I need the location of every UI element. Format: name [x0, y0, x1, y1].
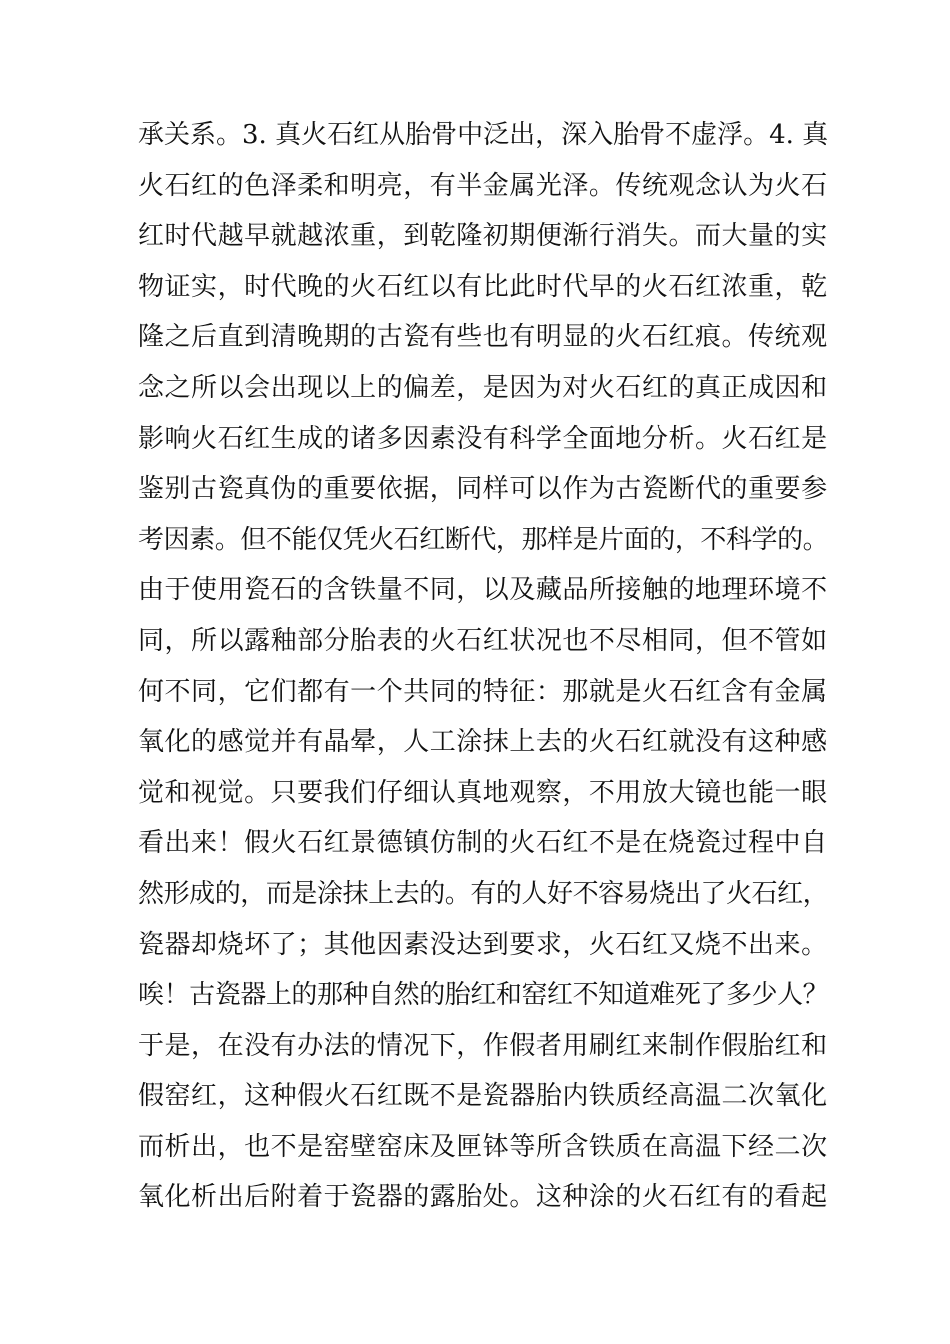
text-line: 念之所以会出现以上的偏差，是因为对火石红的真正成因和	[138, 372, 828, 403]
body-text	[138, 110, 828, 1223]
text-line: 影响火石红生成的诸多因素没有科学全面地分析。火石红是	[138, 423, 828, 454]
text-line: 于是，在没有办法的情况下，作假者用刷红来制作假胎红和	[138, 1030, 828, 1061]
text-line: 鉴别古瓷真伪的重要依据，同样可以作为古瓷断代的重要参	[138, 474, 828, 505]
text-line: 觉和视觉。只要我们仔细认真地观察，不用放大镜也能一眼	[138, 777, 828, 808]
text-line: 看出来！假火石红景德镇仿制的火石红不是在烧瓷过程中自	[138, 828, 828, 859]
text-line: 唉！古瓷器上的那种自然的胎红和窑红不知道难死了多少人？	[138, 980, 829, 1011]
text-line: 同，所以露釉部分胎表的火石红状况也不尽相同，但不管如	[138, 625, 828, 656]
text-line: 何不同，它们都有一个共同的特征：那就是火石红含有金属	[138, 676, 828, 707]
text-line: 火石红的色泽柔和明亮，有半金属光泽。传统观念认为火石	[138, 170, 828, 201]
text-line: 由于使用瓷石的含铁量不同，以及藏品所接触的地理环境不	[138, 575, 828, 606]
text-line: 红时代越早就越浓重，到乾隆初期便渐行消失。而大量的实	[138, 221, 828, 252]
text-line: 假窑红，这种假火石红既不是瓷器胎内铁质经高温二次氧化	[138, 1081, 828, 1112]
text-line: 氧化析出后附着于瓷器的露胎处。这种涂的火石红有的看起	[138, 1182, 828, 1213]
text-line: 瓷器却烧坏了；其他因素没达到要求，火石红又烧不出来。	[138, 929, 828, 960]
text-line: 隆之后直到清晚期的古瓷有些也有明显的火石红痕。传统观	[138, 322, 828, 353]
text-line: 物证实，时代晚的火石红以有比此时代早的火石红浓重，乾	[138, 271, 828, 302]
text-line: 然形成的，而是涂抹上去的。有的人好不容易烧出了火石红，	[138, 878, 829, 909]
text-line: 承关系。3. 真火石红从胎骨中泛出，深入胎骨不虚浮。4. 真	[138, 120, 829, 150]
text-line: 而析出，也不是窑壁窑床及匣钵等所含铁质在高温下经二次	[138, 1131, 828, 1162]
text-line: 氧化的感觉并有晶晕，人工涂抹上去的火石红就没有这种感	[138, 727, 828, 758]
text-line: 考因素。但不能仅凭火石红断代，那样是片面的，不科学的。	[138, 524, 829, 555]
